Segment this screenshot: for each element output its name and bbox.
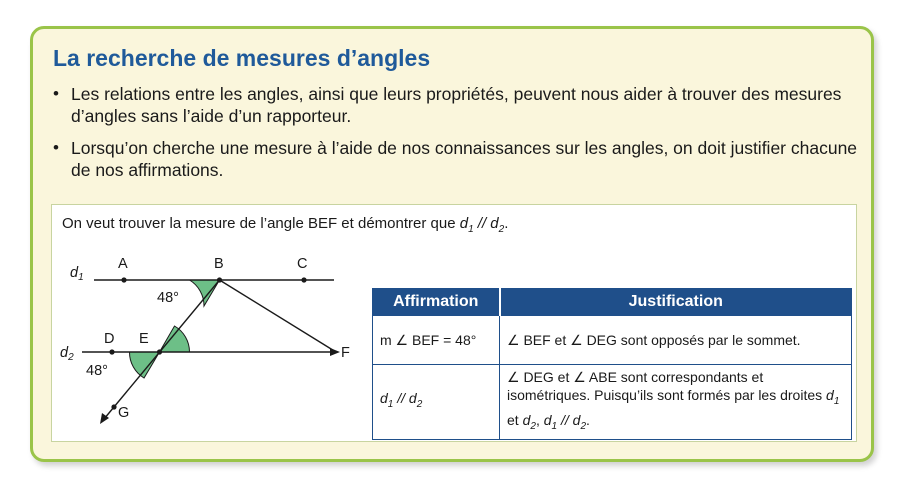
justification-table (372, 288, 852, 440)
example-box (51, 204, 857, 442)
arrow-f-icon (330, 348, 340, 356)
bullet-item (51, 137, 861, 181)
geometry-figure (52, 235, 367, 435)
label-angle-abe: 48° (157, 290, 179, 306)
angle-deg-sector (129, 352, 159, 378)
label-e: E (139, 331, 149, 347)
header-affirmation: Affirmation (373, 289, 500, 316)
label-g: G (118, 405, 130, 421)
cell-affirmation: m ∠ BEF = 48° (373, 316, 500, 365)
bullet-text: Lorsqu’on cherche une mesure à l’aide de nos connaissances sur les angles, on doit justifier chacune de nos affirmations. (71, 138, 858, 180)
label-d: D (104, 331, 115, 347)
label-angle-deg: 48° (86, 363, 108, 379)
point-d (109, 349, 114, 354)
label-c: C (297, 256, 308, 272)
bullet-dot-icon: • (53, 84, 59, 103)
label-d1: $d_1$ (70, 265, 84, 283)
card-title: La recherche de mesures d’angles (53, 45, 431, 71)
point-a (121, 277, 126, 282)
cell-justification: ∠ BEF et ∠ DEG sont opposés par le sommet. (500, 316, 852, 365)
point-b (217, 277, 222, 282)
segment-bf (220, 280, 337, 352)
cell-justification: ∠ DEG et ∠ ABE sont correspondants et isométriques. Puisqu’ils sont formés par les droites $d_1$ et $d_2$, $d_1 // d_2$. (500, 365, 852, 440)
info-card (30, 26, 874, 462)
label-f: F (341, 345, 350, 361)
label-d2: $d_2$ (60, 345, 74, 363)
bullet-item (51, 83, 861, 127)
bullet-list (51, 83, 861, 191)
label-b: B (214, 256, 224, 272)
point-c (301, 277, 306, 282)
angle-bef-sector (160, 326, 190, 352)
intro-text: On veut trouver la mesure de l’angle BEF et démontrer que (62, 215, 460, 232)
header-justification: Justification (500, 289, 852, 316)
cell-affirmation: $d_1 // d_2$ (373, 365, 500, 440)
bullet-dot-icon: • (53, 138, 59, 157)
example-intro (62, 215, 508, 235)
angle-abe-sector (190, 280, 220, 306)
intro-relation: $d_1 // d_2$ (459, 215, 505, 235)
label-a: A (118, 256, 128, 272)
bullet-text: Les relations entre les angles, ainsi que leurs propriétés, peuvent nous aider à trouver des mesures d’angles sans l’aide d’un rapporteur. (71, 84, 842, 126)
table-row (373, 365, 852, 440)
table-row (373, 316, 852, 365)
point-g (111, 404, 116, 409)
intro-suffix: . (504, 215, 509, 232)
point-e (157, 349, 162, 354)
